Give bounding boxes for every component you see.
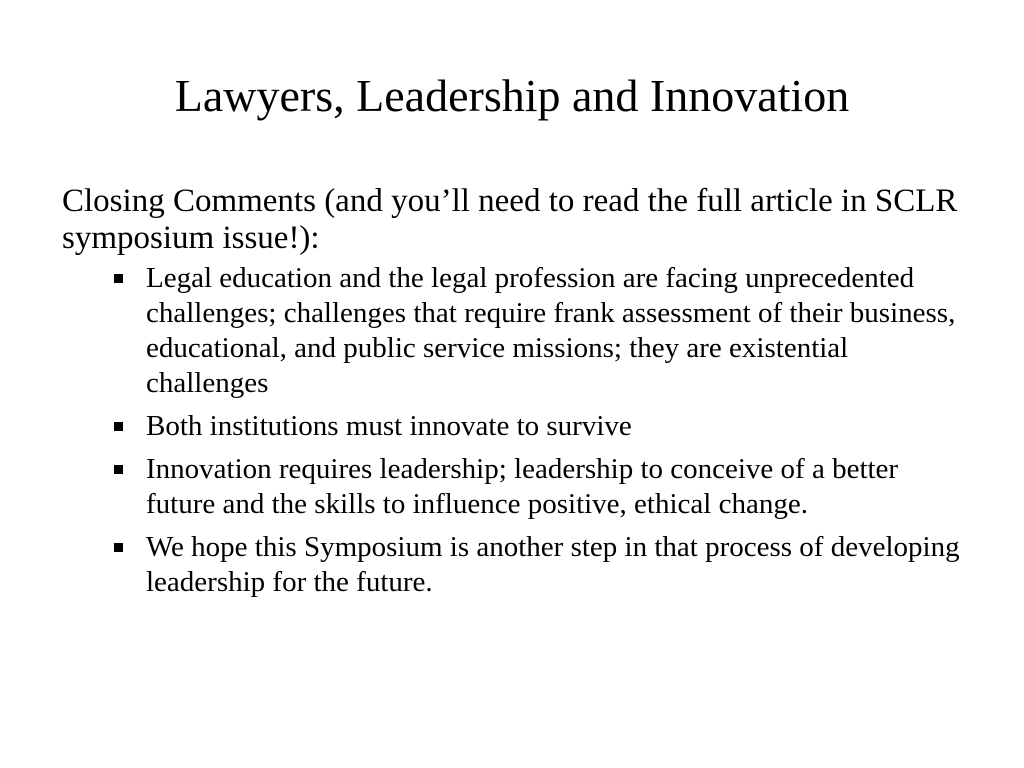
slide-content bbox=[62, 183, 962, 608]
bullet-text-4: We hope this Symposium is another step in that process of developing leadership for the future. bbox=[146, 531, 960, 598]
square-bullet-icon bbox=[114, 465, 123, 474]
square-bullet-icon bbox=[114, 274, 123, 283]
bullet-item-4 bbox=[114, 530, 962, 600]
bullet-item-3 bbox=[114, 452, 962, 522]
bullet-list bbox=[62, 261, 962, 600]
bullet-item-2 bbox=[114, 409, 962, 444]
bullet-text-2: Both institutions must innovate to survive bbox=[146, 410, 632, 442]
slide-title: Lawyers, Leadership and Innovation bbox=[174, 70, 850, 121]
bullet-item-1 bbox=[114, 261, 962, 401]
bullet-text-1: Legal education and the legal profession are facing unprecedented challenges; challenges that require frank assessment of their business, educational, and public service missions; they are existential challenges bbox=[146, 262, 956, 399]
bullet-text-3: Innovation requires leadership; leadership to conceive of a better future and the skills to influence positive, ethical change. bbox=[146, 453, 899, 520]
square-bullet-icon bbox=[114, 422, 123, 431]
square-bullet-icon bbox=[114, 543, 123, 552]
intro-text: Closing Comments (and you’ll need to read the full article in SCLR symposium issue!): bbox=[62, 183, 958, 256]
